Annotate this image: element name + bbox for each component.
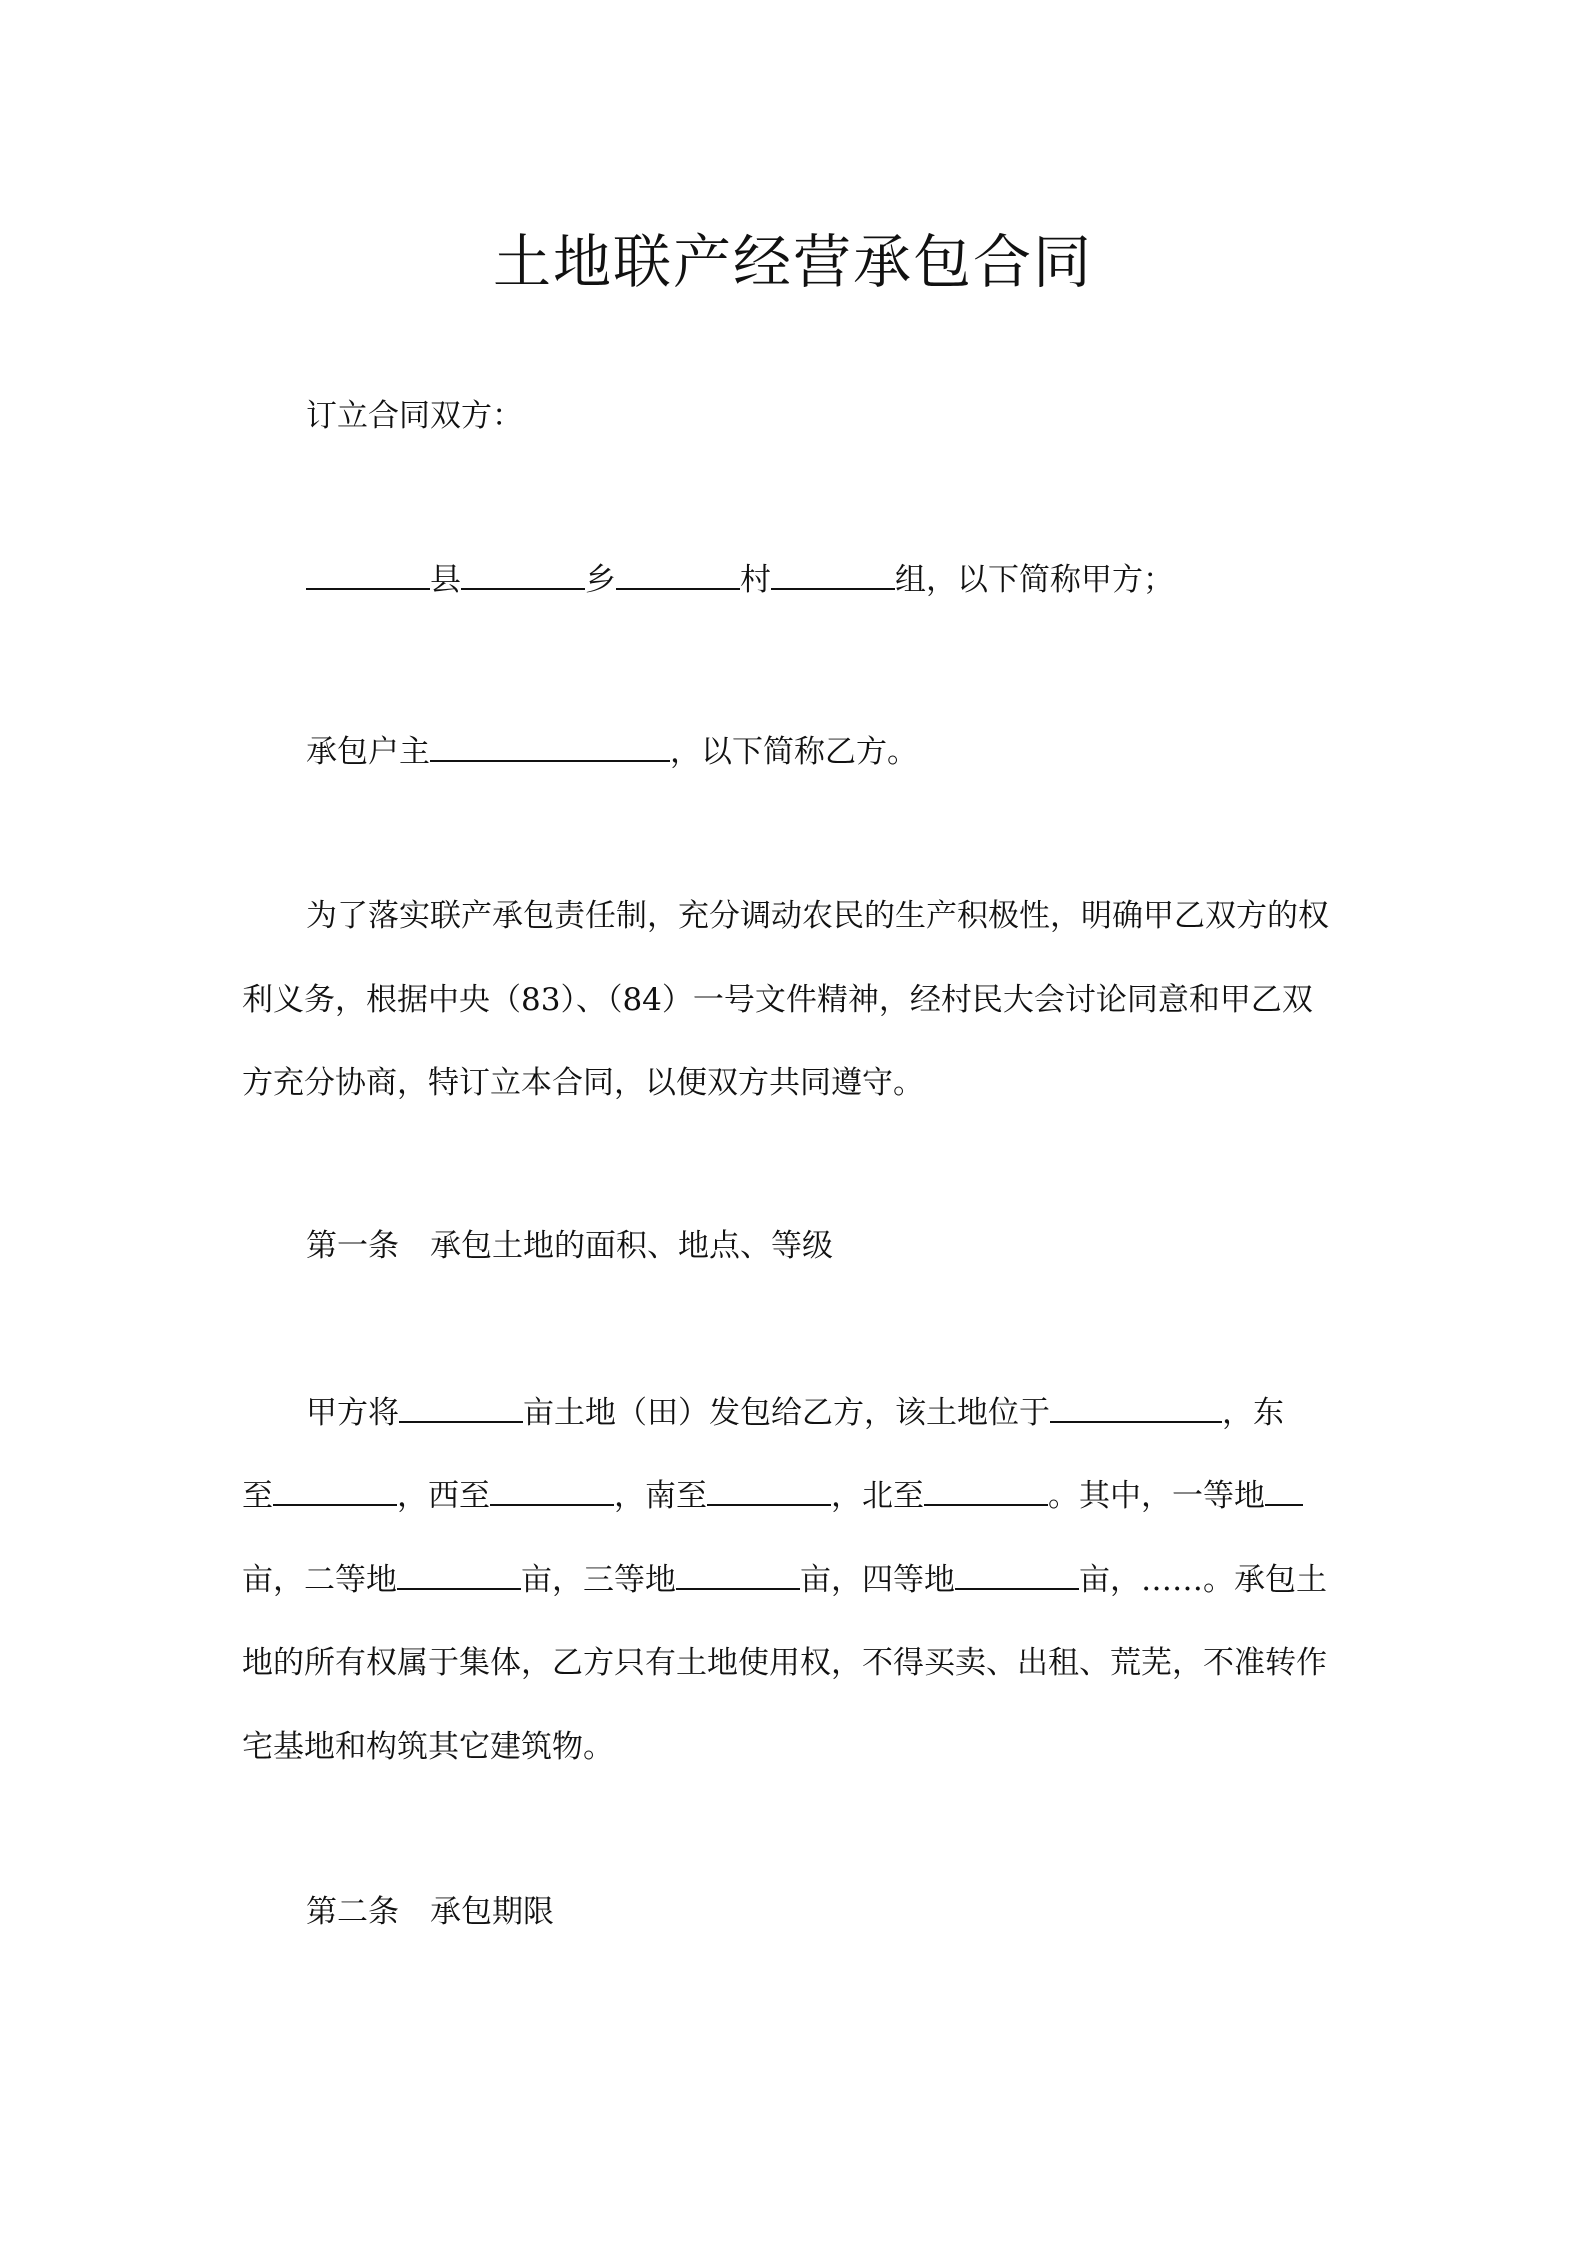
article1-text: ，东 xyxy=(1222,1395,1284,1431)
article1-text: 甲方将 xyxy=(306,1395,399,1431)
article1-text: 至 xyxy=(242,1478,273,1514)
grade2-blank xyxy=(397,1558,521,1590)
party-a-line xyxy=(242,558,1426,602)
article1-line-4: 地的所有权属于集体，乙方只有土地使用权，不得买卖、出租、荒芜，不准转作 xyxy=(242,1645,1327,1681)
party-b-line xyxy=(242,730,1426,774)
article1-text: ，西至 xyxy=(397,1478,490,1514)
article2-heading: 第二条 承包期限 xyxy=(306,1894,554,1930)
article1-heading: 第一条 承包土地的面积、地点、等级 xyxy=(306,1228,833,1264)
grade1-blank xyxy=(1265,1474,1303,1506)
party-b-suffix: ，以下简称乙方。 xyxy=(670,734,918,770)
article1-line-5: 宅基地和构筑其它建筑物。 xyxy=(242,1729,614,1765)
article1-line-1 xyxy=(242,1391,1426,1435)
preamble-line-3: 方充分协商，特订立本合同，以便双方共同遵守。 xyxy=(242,1065,924,1101)
grade3-blank xyxy=(676,1558,800,1590)
preamble-line-2: 利义务，根据中央（83）、（84）一号文件精神，经村民大会讨论同意和甲乙双 xyxy=(242,982,1313,1018)
article1-text: 亩，……。承包土 xyxy=(1079,1562,1327,1598)
article1-line-2 xyxy=(242,1474,1362,1518)
article1-text: ，北至 xyxy=(831,1478,924,1514)
article1-text: 亩土地（田）发包给乙方，该土地位于 xyxy=(523,1395,1050,1431)
document-title: 土地联产经营承包合同 xyxy=(492,228,1093,296)
east-blank xyxy=(273,1474,397,1506)
west-blank xyxy=(490,1474,614,1506)
township-label: 乡 xyxy=(585,562,616,598)
article1-text: 。其中，一等地 xyxy=(1048,1478,1265,1514)
county-blank xyxy=(306,558,430,590)
grade4-blank xyxy=(955,1558,1079,1590)
township-blank xyxy=(461,558,585,590)
article1-text: 亩，四等地 xyxy=(800,1562,955,1598)
south-blank xyxy=(707,1474,831,1506)
party-b-prefix: 承包户主 xyxy=(306,734,430,770)
group-blank xyxy=(771,558,895,590)
household-head-blank xyxy=(430,730,670,762)
article1-text: 亩，二等地 xyxy=(242,1562,397,1598)
preamble-line-1: 为了落实联产承包责任制，充分调动农民的生产积极性，明确甲乙双方的权 xyxy=(306,898,1329,934)
group-suffix: 组，以下简称甲方； xyxy=(895,562,1174,598)
village-blank xyxy=(616,558,740,590)
location-blank xyxy=(1050,1391,1222,1423)
parties-heading: 订立合同双方： xyxy=(306,398,523,434)
village-label: 村 xyxy=(740,562,771,598)
north-blank xyxy=(924,1474,1048,1506)
county-label: 县 xyxy=(430,562,461,598)
article1-text: ，南至 xyxy=(614,1478,707,1514)
article1-text: 亩，三等地 xyxy=(521,1562,676,1598)
article1-line-3 xyxy=(242,1558,1362,1602)
area-blank xyxy=(399,1391,523,1423)
